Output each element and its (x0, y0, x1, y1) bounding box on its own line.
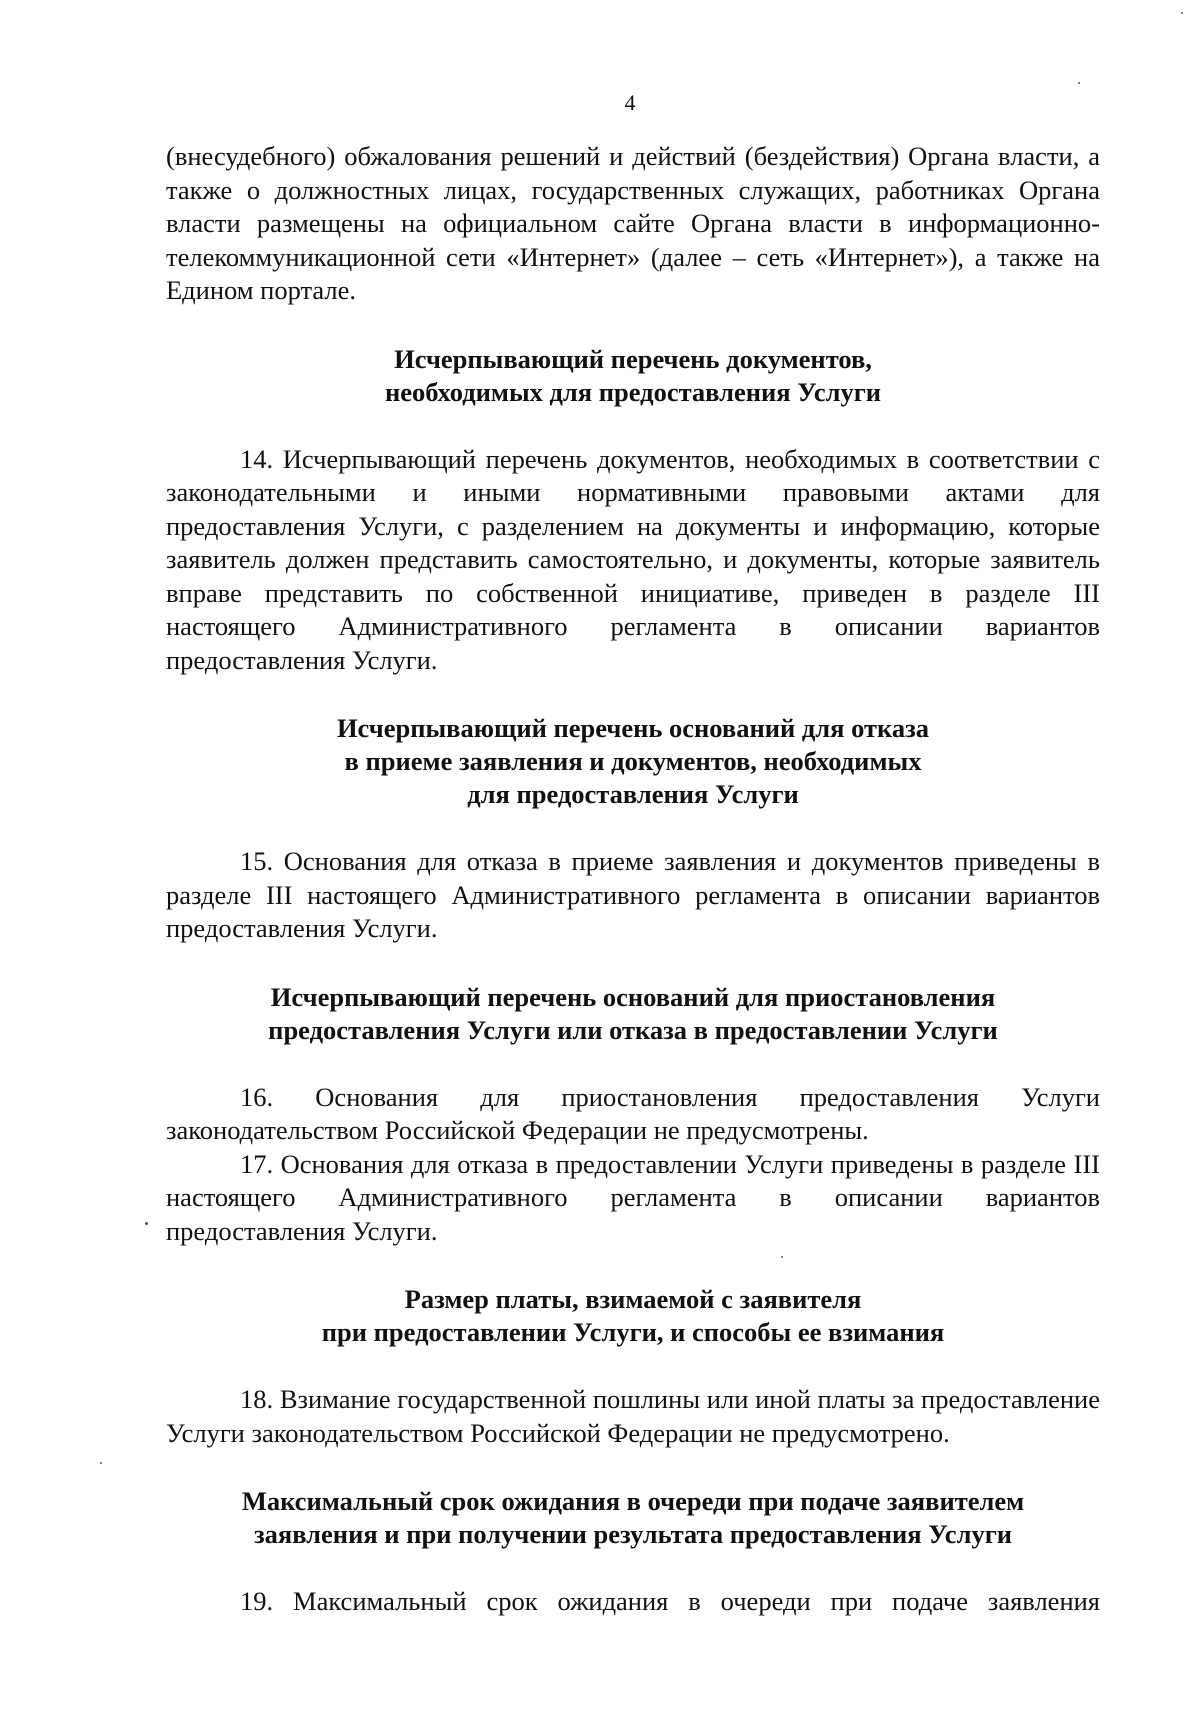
section-heading-queue-time (166, 1485, 1100, 1551)
heading-line: Максимальный срок ожидания в очереди при подаче заявителем (241, 1486, 1025, 1516)
heading-line: необходимых для предоставления Услуги (384, 376, 882, 407)
heading-line: Исчерпывающий перечень оснований для приостановления (270, 981, 996, 1012)
paragraph-19: 19. Максимальный срок ожидания в очереди при подаче заявления (240, 1586, 1100, 1616)
section-heading-fee (166, 1283, 1100, 1349)
heading-line: Исчерпывающий перечень документов, (394, 343, 872, 374)
paragraph-16: 16. Основания для приостановления предоставления Услуги законодательством Российской Федерации не предусмотрены. (166, 1081, 1100, 1145)
paragraph-17: 17. Основания для отказа в предоставлении Услуги приведены в разделе III настоящего Административного регламента в описании вариантов предоставления Услуги. (166, 1148, 1100, 1246)
paragraph-intro: (внесудебного) обжалования решений и действий (бездействия) Органа власти, а также о должностных лицах, государственных служащих, работниках Органа власти размещены на официальном сайте Органа власти в информационно-телекоммуникационной сети «Интернет» (далее – сеть «Интернет»), а также на Едином портале. (166, 141, 1100, 305)
section-heading-suspension-grounds (166, 981, 1100, 1047)
page-number: 4 (624, 90, 636, 115)
heading-line: предоставления Услуги или отказа в предоставлении Услуги (268, 1014, 998, 1045)
scan-speck (145, 1222, 148, 1225)
heading-line: при предоставлении Услуги, и способы ее взимания (321, 1317, 945, 1347)
scan-speck (1078, 82, 1080, 84)
heading-line: Размер платы, взимаемой с заявителя (404, 1284, 862, 1314)
paragraph-14: 14. Исчерпывающий перечень документов, необходимых в соответствии с законодательными и иными нормативными правовыми актами для предоставления Услуги, с разделением на документы и информацию, которые заявитель должен представить самостоятельно, и документы, которые заявитель вправе представить по собственной инициативе, приведен в разделе III настоящего Административного регламента в описании вариантов предоставления Услуги. (166, 443, 1100, 675)
paragraph-18: 18. Взимание государственной пошлины или иной платы за предоставление Услуги законодательством Российской Федерации не предусмотрено. (166, 1384, 1100, 1448)
document-body (166, 140, 1100, 1619)
paragraph-15: 15. Основания для отказа в приеме заявления и документов приведены в разделе III настоящего Административного регламента в описании вариантов предоставления Услуги. (166, 846, 1100, 943)
section-heading-documents-list (166, 343, 1100, 409)
heading-line: заявления и при получении результата предоставления Услуги (253, 1519, 1012, 1549)
scan-speck (100, 1462, 102, 1464)
scan-speck (1181, 12, 1183, 14)
heading-line: Исчерпывающий перечень оснований для отказа (336, 713, 930, 743)
heading-line: в приеме заявления и документов, необходимых (344, 746, 922, 776)
section-heading-refusal-grounds-acceptance (166, 712, 1100, 811)
heading-line: для предоставления Услуги (467, 779, 799, 809)
